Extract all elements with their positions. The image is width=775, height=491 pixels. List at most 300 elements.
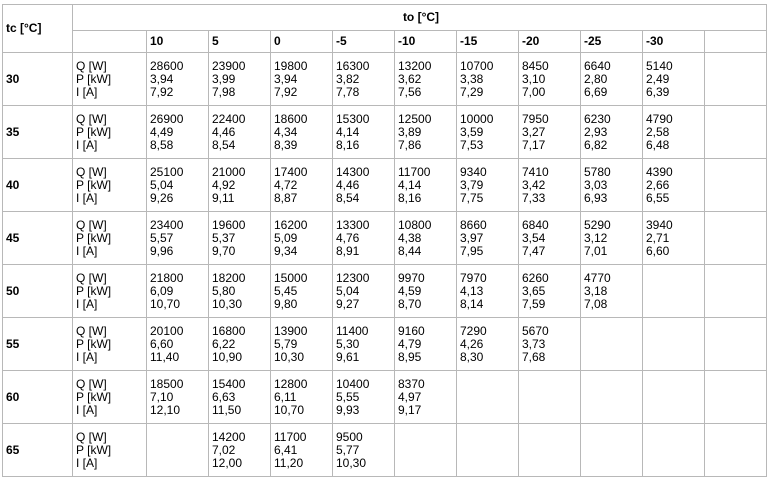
table-cell <box>271 212 333 265</box>
table-cell <box>643 371 705 424</box>
table-cell <box>271 265 333 318</box>
table-cell <box>395 371 457 424</box>
cell-value: 6260 <box>522 270 549 285</box>
tc-value: 30 <box>3 53 73 106</box>
cell-value: 10,30 <box>336 455 367 470</box>
table-cell <box>147 159 209 212</box>
cell-value: 14300 <box>336 164 370 179</box>
cell-value: 3,82 <box>336 71 360 86</box>
table-cell <box>271 159 333 212</box>
cell-value: 8,70 <box>398 296 422 311</box>
cell-value: 7,10 <box>150 389 174 404</box>
column-header-to: -10 <box>395 31 457 53</box>
cell-value: 7950 <box>522 111 549 126</box>
table-cell <box>519 106 581 159</box>
table-cell <box>581 424 643 477</box>
table-cell <box>271 424 333 477</box>
column-header-to: -25 <box>581 31 643 53</box>
table-cell <box>643 106 705 159</box>
table-row <box>3 53 767 106</box>
cell-value: 3,18 <box>584 283 608 298</box>
column-header-to: 10 <box>147 31 209 53</box>
cell-value: 4,26 <box>460 336 484 351</box>
cell-value: 4,46 <box>212 124 236 139</box>
cell-value: 3,27 <box>522 124 546 139</box>
table-row <box>3 212 767 265</box>
table-cell <box>333 106 395 159</box>
table-row <box>3 106 767 159</box>
table-row <box>3 424 767 477</box>
tc-value: 35 <box>3 106 73 159</box>
cell-value: 19600 <box>212 217 246 232</box>
table-cell <box>271 53 333 106</box>
table-cell <box>209 424 271 477</box>
cell-value: 4,59 <box>398 283 422 298</box>
cell-value: 7,33 <box>522 190 546 205</box>
cell-value: 7,01 <box>584 243 608 258</box>
cell-value: 6,55 <box>646 190 670 205</box>
quantity-label: I [A] <box>76 84 98 99</box>
cell-value: 7,29 <box>460 84 484 99</box>
quantity-label: I [A] <box>76 137 98 152</box>
table-cell <box>333 371 395 424</box>
cell-value: 5,04 <box>336 283 360 298</box>
cell-value: 4,14 <box>336 124 360 139</box>
cell-value: 8,91 <box>336 243 360 258</box>
table-cell <box>395 212 457 265</box>
cell-value: 4,92 <box>212 177 236 192</box>
table-cell <box>581 212 643 265</box>
cell-value: 2,58 <box>646 124 670 139</box>
cell-value: 7,56 <box>398 84 422 99</box>
table-cell <box>457 159 519 212</box>
quantity-label: P [kW] <box>76 177 112 192</box>
to-header: to [°C] <box>73 5 767 31</box>
table-cell <box>333 424 395 477</box>
cell-value: 9,34 <box>274 243 298 258</box>
table-cell <box>519 53 581 106</box>
cell-value: 4790 <box>646 111 673 126</box>
cell-value: 6,48 <box>646 137 670 152</box>
table-cell <box>395 318 457 371</box>
table-cell <box>519 371 581 424</box>
tc-header: tc [°C] <box>3 5 73 53</box>
cell-value: 3,99 <box>212 71 236 86</box>
cell-value: 7,00 <box>522 84 546 99</box>
cell-value: 5,77 <box>336 442 360 457</box>
tc-value: 60 <box>3 371 73 424</box>
cell-value: 12,10 <box>150 402 181 417</box>
cell-value: 3,42 <box>522 177 546 192</box>
cell-value: 7410 <box>522 164 549 179</box>
column-header-to: -5 <box>333 31 395 53</box>
table-cell <box>519 159 581 212</box>
cell-value: 4,14 <box>398 177 422 192</box>
cell-value: 8,58 <box>150 137 174 152</box>
table-row <box>3 159 767 212</box>
cell-value: 13200 <box>398 58 432 73</box>
cell-value: 2,66 <box>646 177 670 192</box>
cell-value: 8450 <box>522 58 549 73</box>
cell-value: 9,70 <box>212 243 236 258</box>
table-cell <box>147 53 209 106</box>
table-cell <box>519 265 581 318</box>
table-cell <box>147 212 209 265</box>
header-row-1 <box>3 5 767 31</box>
cell-value: 3,59 <box>460 124 484 139</box>
table-cell <box>581 159 643 212</box>
cell-value: 12,00 <box>212 455 243 470</box>
quantity-labels <box>73 424 147 477</box>
cell-value: 4,34 <box>274 124 298 139</box>
quantity-label: Q [W] <box>76 270 107 285</box>
table-row <box>3 265 767 318</box>
table-cell <box>457 53 519 106</box>
cell-value: 11700 <box>398 164 431 179</box>
cell-value: 6,09 <box>150 283 174 298</box>
cell-value: 15400 <box>212 376 246 391</box>
cell-value: 25100 <box>150 164 184 179</box>
cell-value: 9,26 <box>150 190 174 205</box>
cell-value: 5,55 <box>336 389 360 404</box>
header-row-2 <box>3 31 767 53</box>
table-cell <box>209 53 271 106</box>
cell-value: 3,94 <box>150 71 174 86</box>
cell-value: 5,09 <box>274 230 298 245</box>
cell-value: 10400 <box>336 376 370 391</box>
cell-value: 10000 <box>460 111 494 126</box>
cell-value: 5,30 <box>336 336 360 351</box>
quantity-label: P [kW] <box>76 442 112 457</box>
table-cell <box>457 318 519 371</box>
cell-value: 23900 <box>212 58 246 73</box>
table-cell <box>209 159 271 212</box>
cell-value: 3,38 <box>460 71 484 86</box>
performance-table <box>2 4 767 477</box>
cell-value: 3,12 <box>584 230 608 245</box>
cell-value: 5780 <box>584 164 611 179</box>
table-cell <box>209 106 271 159</box>
cell-value: 2,93 <box>584 124 608 139</box>
cell-value: 6230 <box>584 111 611 126</box>
cell-value: 9160 <box>398 323 425 338</box>
cell-value: 16300 <box>336 58 370 73</box>
cell-value: 12800 <box>274 376 308 391</box>
cell-value: 9,27 <box>336 296 360 311</box>
cell-value: 8,44 <box>398 243 422 258</box>
table-cell <box>395 424 457 477</box>
cell-value: 17400 <box>274 164 308 179</box>
cell-value: 7,86 <box>398 137 422 152</box>
cell-value: 18500 <box>150 376 184 391</box>
cell-value: 5,04 <box>150 177 174 192</box>
cell-value: 3,62 <box>398 71 422 86</box>
cell-value: 9,96 <box>150 243 174 258</box>
table-cell <box>333 265 395 318</box>
table-cell <box>333 212 395 265</box>
cell-value: 8,16 <box>336 137 360 152</box>
cell-value: 14200 <box>212 429 246 444</box>
cell-value: 4,79 <box>398 336 422 351</box>
table-cell <box>581 371 643 424</box>
table-cell <box>457 424 519 477</box>
empty-cell <box>705 318 767 371</box>
table-cell <box>457 265 519 318</box>
cell-value: 6,69 <box>584 84 608 99</box>
cell-value: 3,89 <box>398 124 422 139</box>
cell-value: 4,38 <box>398 230 422 245</box>
label-column-header <box>73 31 147 53</box>
cell-value: 6,93 <box>584 190 608 205</box>
tc-value: 45 <box>3 212 73 265</box>
cell-value: 8,87 <box>274 190 298 205</box>
cell-value: 22400 <box>212 111 246 126</box>
cell-value: 9340 <box>460 164 487 179</box>
table-cell <box>643 265 705 318</box>
cell-value: 10,30 <box>274 349 305 364</box>
cell-value: 13900 <box>274 323 308 338</box>
column-header-to: -20 <box>519 31 581 53</box>
cell-value: 7,68 <box>522 349 546 364</box>
quantity-label: I [A] <box>76 349 98 364</box>
table-cell <box>457 106 519 159</box>
column-header-to: -15 <box>457 31 519 53</box>
table-cell <box>581 53 643 106</box>
cell-value: 7,08 <box>584 296 608 311</box>
cell-value: 8660 <box>460 217 487 232</box>
cell-value: 7,75 <box>460 190 484 205</box>
quantity-label: Q [W] <box>76 58 107 73</box>
empty-column-header <box>705 31 767 53</box>
cell-value: 21000 <box>212 164 246 179</box>
cell-value: 20100 <box>150 323 184 338</box>
cell-value: 13300 <box>336 217 370 232</box>
tc-value: 55 <box>3 318 73 371</box>
cell-value: 21800 <box>150 270 184 285</box>
quantity-label: P [kW] <box>76 389 112 404</box>
quantity-label: I [A] <box>76 402 98 417</box>
cell-value: 11700 <box>274 429 307 444</box>
cell-value: 6,63 <box>212 389 236 404</box>
cell-value: 2,71 <box>646 230 670 245</box>
cell-value: 16200 <box>274 217 308 232</box>
cell-value: 6840 <box>522 217 549 232</box>
empty-cell <box>705 371 767 424</box>
empty-cell <box>705 265 767 318</box>
cell-value: 7,98 <box>212 84 236 99</box>
cell-value: 10700 <box>460 58 494 73</box>
table-cell <box>147 424 209 477</box>
quantity-label: P [kW] <box>76 230 112 245</box>
cell-value: 12500 <box>398 111 432 126</box>
cell-value: 8,39 <box>274 137 298 152</box>
cell-value: 3,79 <box>460 177 484 192</box>
cell-value: 9970 <box>398 270 425 285</box>
cell-value: 6,11 <box>274 389 297 404</box>
cell-value: 3,10 <box>522 71 546 86</box>
cell-value: 7,95 <box>460 243 484 258</box>
quantity-label: P [kW] <box>76 283 112 298</box>
cell-value: 8,14 <box>460 296 484 311</box>
table-cell <box>581 318 643 371</box>
table-cell <box>147 265 209 318</box>
table-cell <box>147 106 209 159</box>
cell-value: 10,70 <box>150 296 181 311</box>
table-cell <box>395 106 457 159</box>
table-cell <box>643 212 705 265</box>
quantity-labels <box>73 106 147 159</box>
cell-value: 7290 <box>460 323 487 338</box>
cell-value: 3,94 <box>274 71 298 86</box>
table-cell <box>333 318 395 371</box>
cell-value: 4,72 <box>274 177 298 192</box>
quantity-label: I [A] <box>76 190 98 205</box>
empty-cell <box>705 53 767 106</box>
cell-value: 5670 <box>522 323 549 338</box>
table-cell <box>271 106 333 159</box>
cell-value: 6,60 <box>646 243 670 258</box>
cell-value: 4,13 <box>460 283 484 298</box>
table-cell <box>643 159 705 212</box>
cell-value: 11400 <box>336 323 369 338</box>
quantity-label: I [A] <box>76 455 98 470</box>
cell-value: 7,53 <box>460 137 484 152</box>
cell-value: 18600 <box>274 111 308 126</box>
cell-value: 19800 <box>274 58 308 73</box>
quantity-labels <box>73 265 147 318</box>
cell-value: 4,49 <box>150 124 174 139</box>
cell-value: 11,50 <box>212 402 242 417</box>
cell-value: 5290 <box>584 217 611 232</box>
cell-value: 5,37 <box>212 230 236 245</box>
table-cell <box>333 53 395 106</box>
quantity-label: Q [W] <box>76 323 107 338</box>
table-cell <box>395 53 457 106</box>
cell-value: 10800 <box>398 217 432 232</box>
cell-value: 8,54 <box>212 137 236 152</box>
table-cell <box>457 212 519 265</box>
cell-value: 6,39 <box>646 84 670 99</box>
column-header-to: 0 <box>271 31 333 53</box>
cell-value: 12300 <box>336 270 370 285</box>
cell-value: 6,82 <box>584 137 608 152</box>
table-cell <box>643 318 705 371</box>
cell-value: 4390 <box>646 164 673 179</box>
table-cell <box>209 371 271 424</box>
cell-value: 15300 <box>336 111 370 126</box>
empty-cell <box>705 106 767 159</box>
quantity-label: P [kW] <box>76 71 112 86</box>
cell-value: 7,78 <box>336 84 360 99</box>
cell-value: 28600 <box>150 58 184 73</box>
cell-value: 6,22 <box>212 336 236 351</box>
cell-value: 5,57 <box>150 230 174 245</box>
cell-value: 9,93 <box>336 402 360 417</box>
cell-value: 9,61 <box>336 349 360 364</box>
cell-value: 6,60 <box>150 336 174 351</box>
cell-value: 7,59 <box>522 296 546 311</box>
quantity-label: P [kW] <box>76 336 112 351</box>
table-row <box>3 371 767 424</box>
cell-value: 7,17 <box>522 137 546 152</box>
cell-value: 3940 <box>646 217 673 232</box>
quantity-label: Q [W] <box>76 164 107 179</box>
table-cell <box>147 371 209 424</box>
table-cell <box>395 159 457 212</box>
cell-value: 23400 <box>150 217 184 232</box>
tc-value: 50 <box>3 265 73 318</box>
cell-value: 26900 <box>150 111 184 126</box>
empty-cell <box>705 159 767 212</box>
cell-value: 7,47 <box>522 243 546 258</box>
table-cell <box>457 371 519 424</box>
table-cell <box>581 106 643 159</box>
cell-value: 4,97 <box>398 389 422 404</box>
table-cell <box>581 265 643 318</box>
cell-value: 3,97 <box>460 230 484 245</box>
cell-value: 4,46 <box>336 177 360 192</box>
table-cell <box>519 318 581 371</box>
cell-value: 3,03 <box>584 177 608 192</box>
cell-value: 5,79 <box>274 336 298 351</box>
cell-value: 9500 <box>336 429 363 444</box>
cell-value: 2,49 <box>646 71 670 86</box>
table-cell <box>643 424 705 477</box>
cell-value: 8,95 <box>398 349 422 364</box>
cell-value: 16800 <box>212 323 246 338</box>
table-cell <box>643 53 705 106</box>
quantity-labels <box>73 159 147 212</box>
quantity-labels <box>73 371 147 424</box>
cell-value: 6640 <box>584 58 611 73</box>
quantity-labels <box>73 53 147 106</box>
table-cell <box>333 159 395 212</box>
column-header-to: -30 <box>643 31 705 53</box>
cell-value: 9,11 <box>212 190 235 205</box>
quantity-label: Q [W] <box>76 376 107 391</box>
quantity-labels <box>73 318 147 371</box>
cell-value: 8370 <box>398 376 425 391</box>
column-header-to: 5 <box>209 31 271 53</box>
quantity-label: Q [W] <box>76 111 107 126</box>
cell-value: 8,16 <box>398 190 422 205</box>
table-cell <box>519 424 581 477</box>
cell-value: 3,54 <box>522 230 546 245</box>
cell-value: 10,90 <box>212 349 243 364</box>
cell-value: 3,73 <box>522 336 546 351</box>
cell-value: 8,30 <box>460 349 484 364</box>
table-cell <box>209 212 271 265</box>
cell-value: 15000 <box>274 270 308 285</box>
table-cell <box>271 371 333 424</box>
table-cell <box>209 265 271 318</box>
table-row <box>3 318 767 371</box>
table-cell <box>209 318 271 371</box>
cell-value: 7970 <box>460 270 487 285</box>
cell-value: 8,54 <box>336 190 360 205</box>
table-cell <box>271 318 333 371</box>
cell-value: 4,76 <box>336 230 360 245</box>
cell-value: 10,30 <box>212 296 243 311</box>
cell-value: 11,20 <box>274 455 304 470</box>
quantity-label: I [A] <box>76 243 98 258</box>
table-cell <box>147 318 209 371</box>
quantity-label: Q [W] <box>76 217 107 232</box>
tc-value: 40 <box>3 159 73 212</box>
cell-value: 5,80 <box>212 283 236 298</box>
cell-value: 2,80 <box>584 71 608 86</box>
cell-value: 5,45 <box>274 283 298 298</box>
